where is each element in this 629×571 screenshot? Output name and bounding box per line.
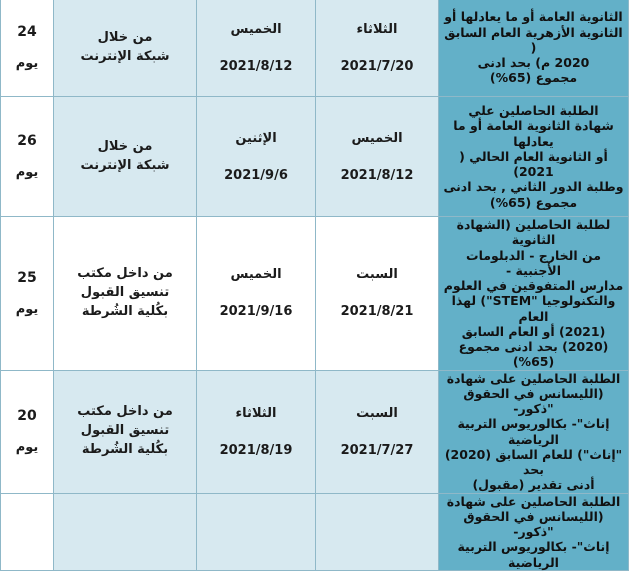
- start-date-cell: [316, 0, 439, 97]
- end-date: 2021/9/6: [224, 167, 288, 183]
- start-date-cell: [316, 370, 439, 493]
- desc-line: وطلبة الدور الثاني , بحد ادنى: [443, 179, 624, 195]
- desc-line: (2021) أو العام السابق: [461, 323, 606, 339]
- end-date-cell: [197, 97, 316, 217]
- desc-line: إناث"- بكالوريوس التربية الرياضية: [457, 416, 610, 447]
- end-date-cell: [197, 370, 316, 493]
- method-line: تنسيق القبول: [80, 423, 170, 439]
- duration-unit: يوم: [15, 301, 39, 317]
- end-date-cell: [197, 493, 316, 570]
- end-date-cell: [197, 0, 316, 97]
- start-date-cell: [316, 493, 439, 570]
- duration-value: 24: [17, 24, 37, 40]
- start-day-name: السبت: [356, 267, 398, 283]
- duration-cell: [1, 493, 54, 570]
- duration-cell: [1, 217, 54, 371]
- desc-line: الطلبة الحاصلين على شهادة: [446, 370, 621, 386]
- method-line: من داخل مكتب: [77, 265, 173, 281]
- desc-line: شهادة الثانوية العامة أو ما يعادلها: [453, 118, 614, 149]
- end-date: 2021/9/16: [219, 304, 293, 320]
- desc-line: من الخارج - الدبلومات الأجنبية -: [466, 247, 601, 278]
- method-line: تنسيق القبول: [80, 284, 170, 300]
- desc-line: (2020) بحد ادنى مجموع (65%): [458, 339, 609, 370]
- table-row: [1, 370, 629, 493]
- desc-line: (الليسانس في الحقوق "ذكور-: [463, 385, 604, 416]
- start-day-name: الثلاثاء: [356, 21, 398, 37]
- desc-line: 2020 م) بحد ادنى: [477, 55, 590, 71]
- duration-unit: يوم: [15, 165, 39, 180]
- desc-line: والتكنولوجيا "STEM") لهذا العام: [451, 293, 616, 324]
- duration-cell: [1, 370, 54, 493]
- eligibility-cell: [439, 217, 629, 371]
- desc-line: الثانوية الأزهرية العام السابق (: [444, 24, 623, 55]
- method-line: بكُلية الشُرطة: [81, 303, 169, 319]
- table-row: [1, 0, 629, 97]
- end-day-name: الثلاثاء: [235, 405, 277, 421]
- method-line: من خلال: [97, 138, 153, 154]
- duration-unit: يوم: [15, 440, 39, 455]
- desc-line: لطلبة الحاصلين (الشهادة الثانوية: [456, 217, 611, 248]
- end-day-name: الخميس: [230, 267, 282, 283]
- start-date: 2021/7/27: [340, 442, 414, 458]
- eligibility-cell: [439, 97, 629, 217]
- duration-value: 26: [17, 133, 37, 149]
- desc-line: أو الثانوية العام الحالي ( 2021): [459, 148, 608, 180]
- duration-cell: [1, 0, 54, 97]
- desc-line: الثانوية العامة أو ما يعادلها أو: [444, 9, 623, 25]
- end-day-name: الإثنين: [235, 130, 277, 146]
- eligibility-cell: [439, 0, 629, 97]
- duration-cell: [1, 97, 54, 217]
- desc-line: أدنى تقدير (مقبول): [472, 477, 595, 493]
- start-date: 2021/8/12: [340, 167, 414, 183]
- desc-line: الطلبة الحاصلين على شهادة: [446, 493, 621, 509]
- desc-line: مجموع (65%): [489, 194, 578, 210]
- start-date-cell: [316, 97, 439, 217]
- method-cell: [54, 217, 197, 371]
- eligibility-cell: [439, 370, 629, 493]
- duration-value: 25: [17, 269, 37, 286]
- desc-line: (الليسانس في الحقوق "ذكور-: [463, 508, 604, 539]
- end-date: 2021/8/19: [219, 442, 293, 458]
- start-date: 2021/8/21: [340, 304, 414, 320]
- duration-value: 20: [17, 408, 37, 424]
- end-date-cell: [197, 217, 316, 371]
- desc-line: مدارس المتفوقين في العلوم: [443, 278, 624, 293]
- table-row: [1, 217, 629, 371]
- desc-line: "إناث") للعام السابق (2020) بحد: [444, 446, 623, 477]
- table-row: [1, 493, 629, 570]
- method-cell: [54, 0, 197, 97]
- eligibility-cell: [439, 493, 629, 570]
- start-day-name: السبت: [356, 405, 398, 421]
- start-day-name: الخميس: [351, 130, 403, 146]
- method-line: من داخل مكتب: [77, 404, 173, 420]
- end-date: 2021/8/12: [219, 58, 293, 74]
- start-date-cell: [316, 217, 439, 371]
- end-day-name: الخميس: [230, 21, 282, 37]
- duration-unit: يوم: [15, 56, 39, 71]
- method-line: من خلال: [97, 29, 153, 45]
- method-cell: [54, 493, 197, 570]
- desc-line: إناث"- بكالوريوس التربية الرياضية: [457, 539, 610, 570]
- table-row: [1, 97, 629, 217]
- desc-line: مجموع (65%): [489, 70, 578, 86]
- method-line: شبكة الإنترنت: [80, 48, 170, 64]
- method-cell: [54, 370, 197, 493]
- method-line: بكُلية الشُرطة: [81, 441, 169, 457]
- start-date: 2021/7/20: [340, 58, 414, 74]
- method-cell: [54, 97, 197, 217]
- method-line: شبكة الإنترنت: [80, 157, 170, 173]
- desc-line: الطلبة الحاصلين علي: [468, 103, 599, 119]
